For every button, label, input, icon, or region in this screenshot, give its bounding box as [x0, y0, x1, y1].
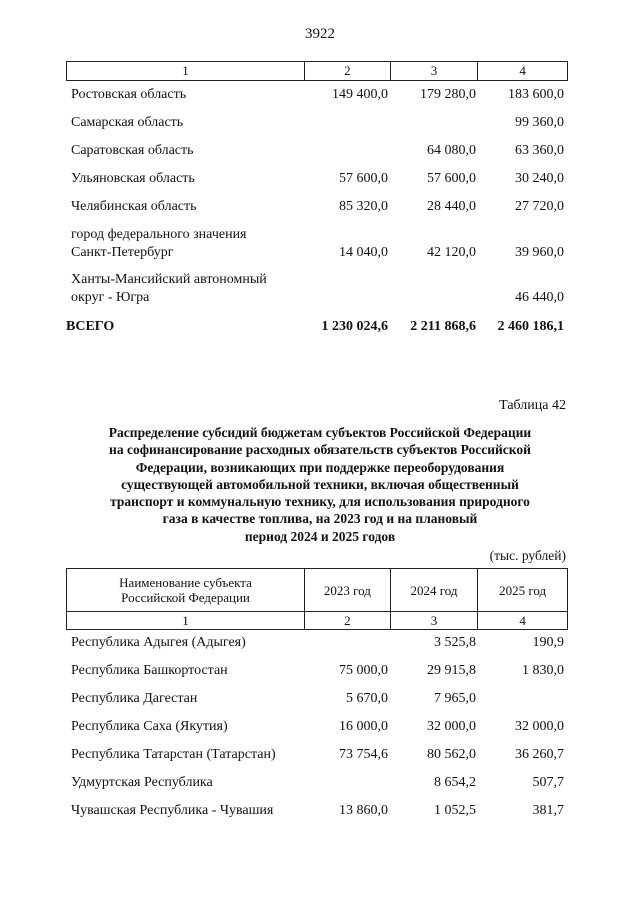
header-2023: 2023 год	[304, 569, 390, 611]
value-2025: 190,9	[532, 635, 564, 650]
header-2024: 2024 год	[390, 569, 478, 611]
region-name: город федерального значения Санкт-Петербург	[71, 227, 247, 260]
value-2025: 30 240,0	[515, 171, 564, 186]
table-label: Таблица 42	[499, 398, 566, 413]
region-name: Республика Дагестан	[71, 691, 198, 706]
value-2023: 16 000,0	[339, 719, 388, 734]
value-2024: 57 600,0	[427, 171, 476, 186]
total-2023: 1 230 024,6	[321, 319, 388, 334]
page-number: 3922	[305, 26, 335, 42]
value-2025: 36 260,7	[515, 747, 564, 762]
value-2025: 381,7	[532, 803, 564, 818]
value-2025: 63 360,0	[515, 143, 564, 158]
value-2024: 64 080,0	[427, 143, 476, 158]
region-name: Саратовская область	[71, 143, 194, 158]
value-2024: 179 280,0	[420, 87, 476, 102]
value-2023: 75 000,0	[339, 663, 388, 678]
value-2025: 32 000,0	[515, 719, 564, 734]
value-2024: 28 440,0	[427, 199, 476, 214]
column-number: 1	[182, 63, 189, 78]
value-2024: 42 120,0	[427, 245, 476, 260]
region-name: Чувашская Республика - Чувашия	[71, 803, 274, 818]
region-name: Ульяновская область	[71, 171, 195, 186]
value-2023: 85 320,0	[339, 199, 388, 214]
value-2023: 57 600,0	[339, 171, 388, 186]
units-label: (тыс. рублей)	[489, 548, 566, 563]
column-number: 3	[390, 62, 478, 80]
value-2024: 7 965,0	[434, 691, 476, 706]
region-name: Республика Саха (Якутия)	[71, 719, 228, 734]
region-name: Самарская область	[71, 115, 184, 130]
region-name: Удмуртская Республика	[71, 775, 213, 790]
header-name-column: Наименование субъекта Российской Федерации	[119, 575, 252, 605]
value-2025: 39 960,0	[515, 245, 564, 260]
total-2024: 2 211 868,6	[410, 319, 476, 334]
value-2024: 29 915,8	[427, 663, 476, 678]
value-2024: 1 052,5	[434, 803, 476, 818]
table-caption: Распределение субсидий бюджетам субъектов Российской Федерации на софинансирование расходных обязательств субъектов Российской Федерации, возникающих при поддержке переоборудования существующей автомобильной техники, включая общественный транспорт и коммунальную технику, для использования природного газа в качестве топлива, на 2023 год и на плановый период 2024 и 2025 годов	[108, 425, 532, 544]
value-2025: 183 600,0	[508, 87, 564, 102]
value-2024: 32 000,0	[427, 719, 476, 734]
column-number: 2	[304, 612, 390, 629]
continuation-table-header	[66, 61, 568, 81]
value-2025: 1 830,0	[522, 663, 564, 678]
column-number: 4	[477, 612, 567, 629]
region-name: Республика Башкортостан	[71, 663, 228, 678]
value-2023: 13 860,0	[339, 803, 388, 818]
header-2025: 2025 год	[477, 569, 567, 611]
value-2023: 149 400,0	[332, 87, 388, 102]
value-2024: 8 654,2	[434, 775, 476, 790]
region-name: Челябинская область	[71, 199, 197, 214]
column-number: 2	[304, 62, 390, 80]
table-header	[66, 568, 568, 630]
column-number: 1	[182, 612, 189, 628]
value-2025: 46 440,0	[515, 290, 564, 305]
total-2025: 2 460 186,1	[497, 319, 564, 334]
value-2025: 27 720,0	[515, 199, 564, 214]
value-2023: 5 670,0	[346, 691, 388, 706]
region-name: Ханты-Мансийский автономный округ - Югра	[71, 272, 267, 305]
region-name: Ростовская область	[71, 87, 187, 102]
column-number: 4	[477, 62, 567, 80]
value-2025: 507,7	[532, 775, 564, 790]
value-2023: 73 754,6	[339, 747, 388, 762]
value-2025: 99 360,0	[515, 115, 564, 130]
region-name: Республика Адыгея (Адыгея)	[71, 635, 246, 650]
region-name: Республика Татарстан (Татарстан)	[71, 747, 276, 762]
value-2023: 14 040,0	[339, 245, 388, 260]
column-number: 3	[390, 612, 478, 629]
total-label: ВСЕГО	[66, 319, 115, 334]
value-2024: 3 525,8	[434, 635, 476, 650]
value-2024: 80 562,0	[427, 747, 476, 762]
